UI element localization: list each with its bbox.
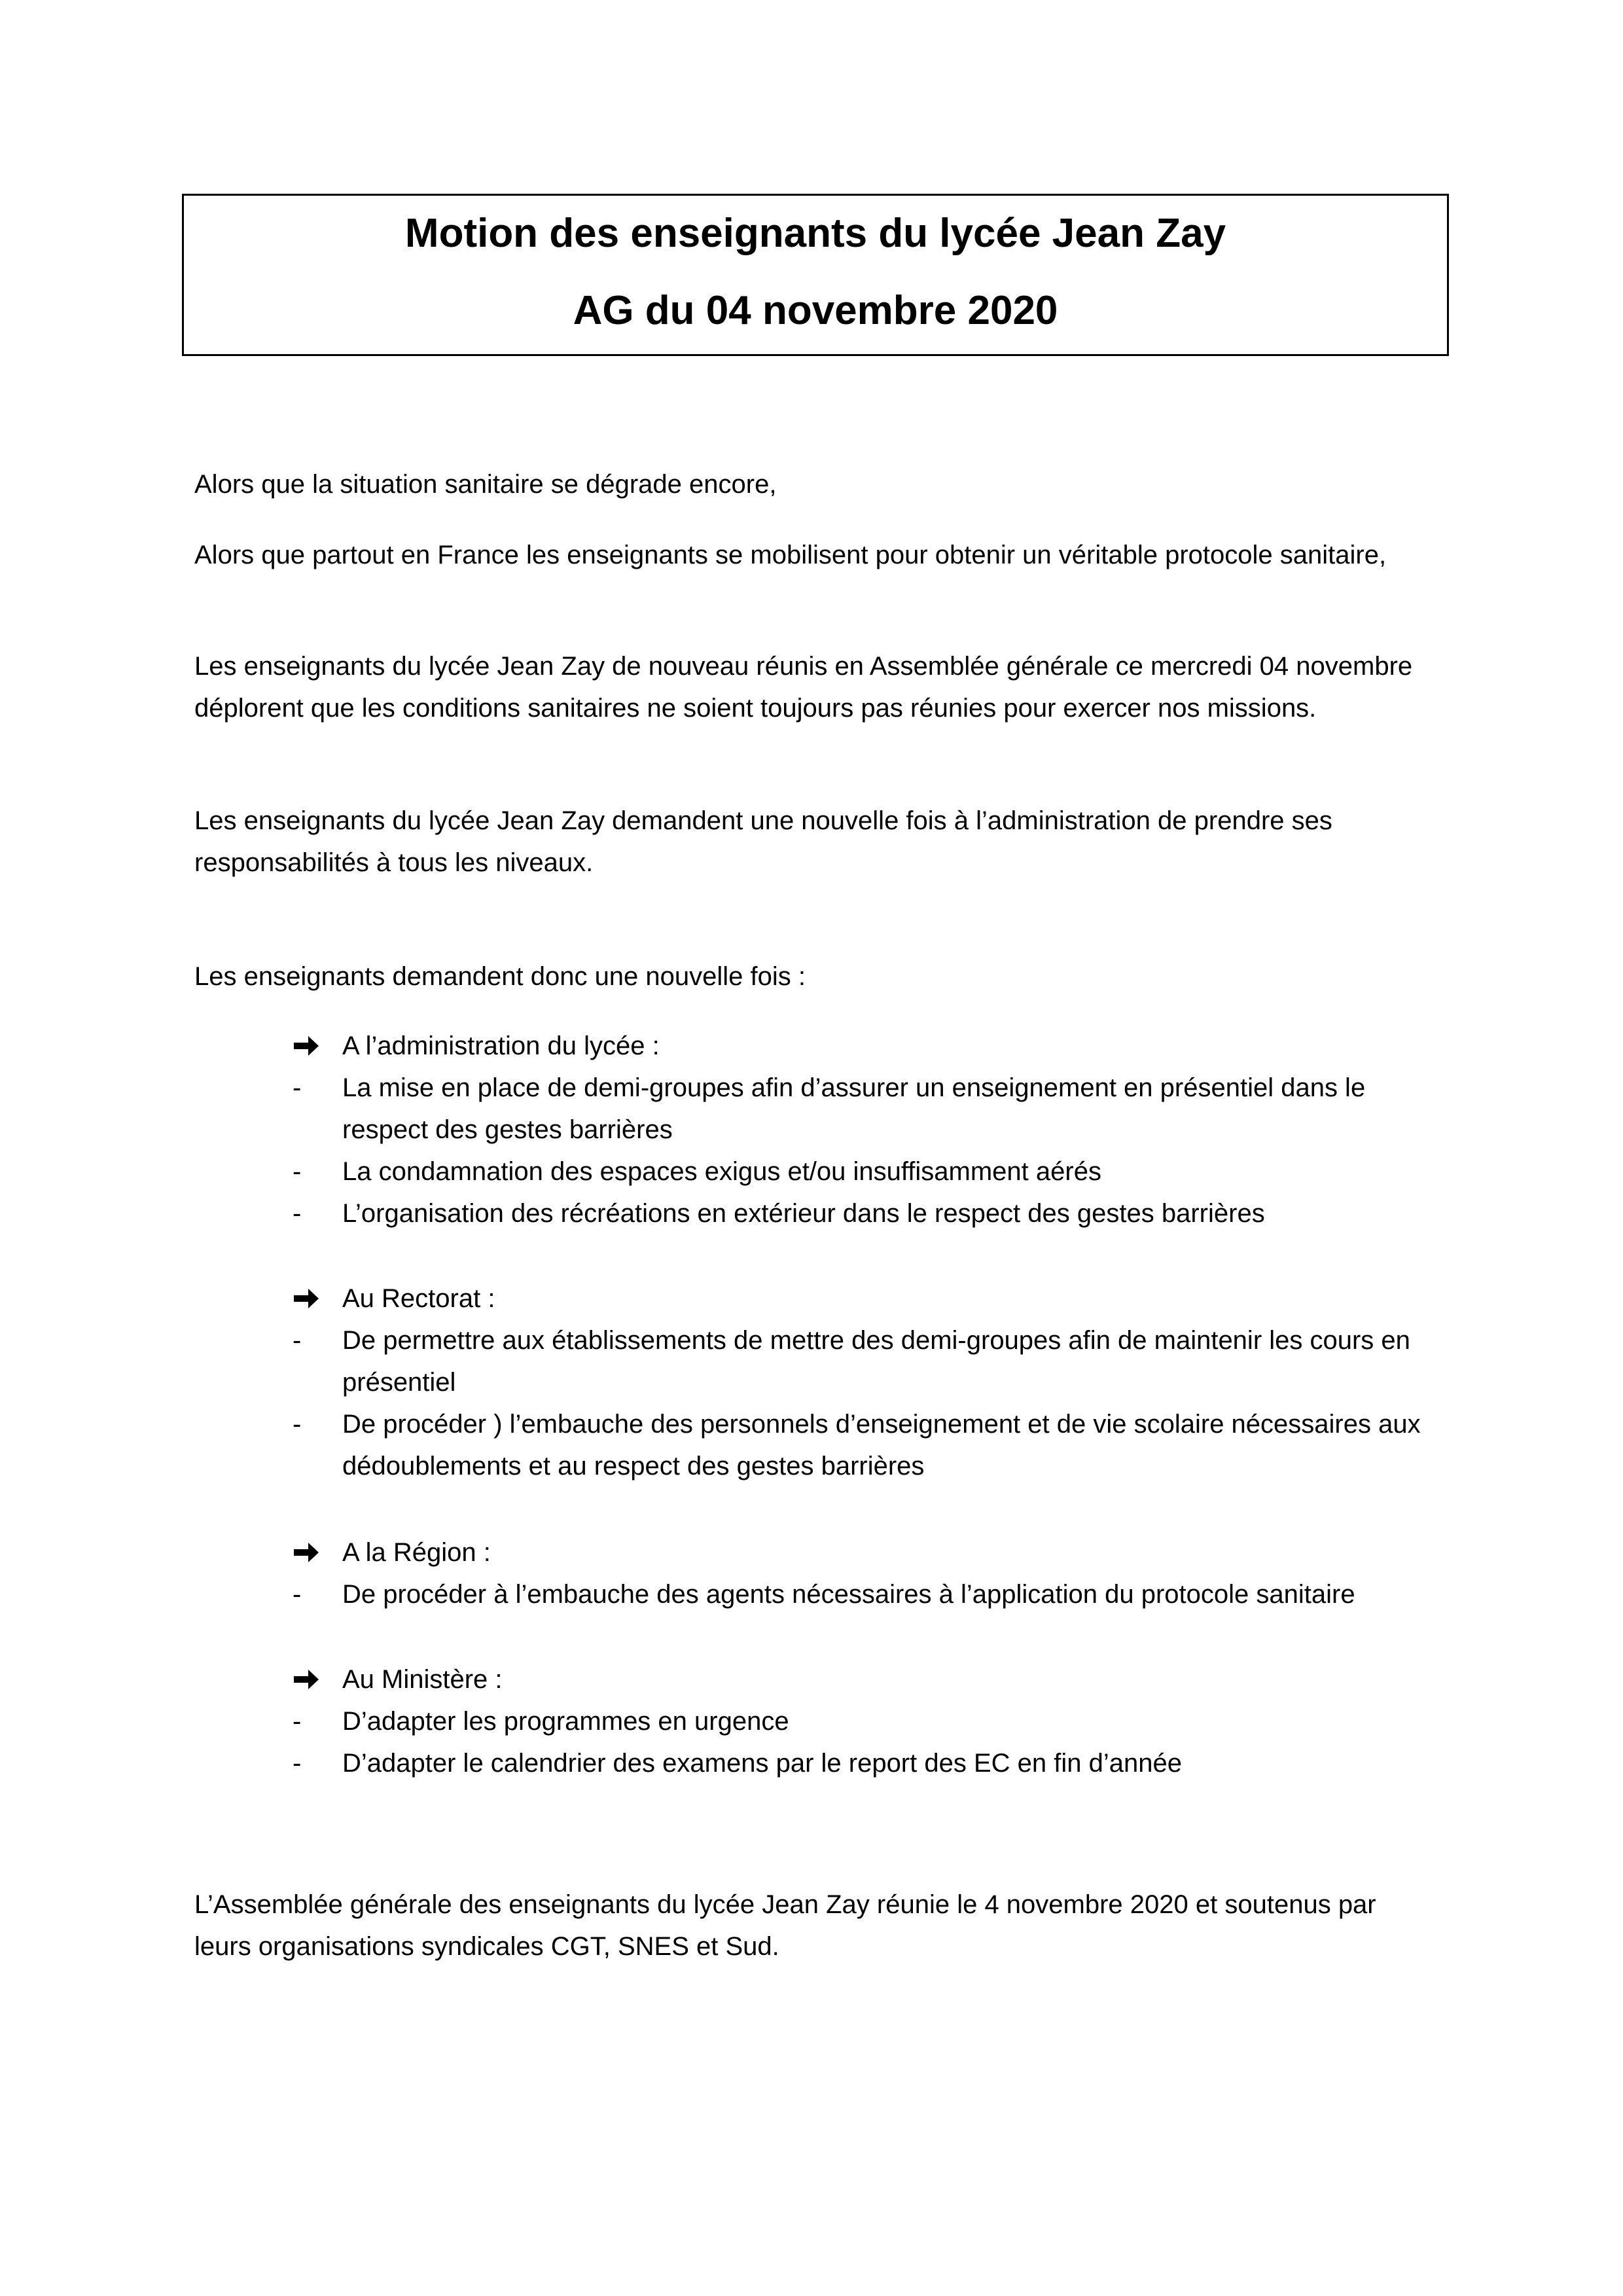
section-heading: A la Région : xyxy=(342,1538,491,1567)
section-ministere xyxy=(194,1659,1438,1784)
demands-intro: Les enseignants demandent donc une nouvelle fois : xyxy=(194,962,806,991)
title-box xyxy=(182,194,1449,356)
document-title: Motion des enseignants du lycée Jean Zay xyxy=(404,211,1226,256)
document-subtitle: AG du 04 novembre 2020 xyxy=(573,288,1058,333)
section-heading: Au Ministère : xyxy=(342,1665,503,1694)
paragraph-2: Alors que partout en France les enseignants se mobilisent pour obtenir un véritable protocole sanitaire, xyxy=(194,541,1387,569)
list-item: - D’adapter les programmes en urgence xyxy=(293,1707,789,1736)
paragraph-4: Les enseignants du lycée Jean Zay demandent une nouvelle fois à l’administration de prendre ses responsabilités à tous les niveaux. xyxy=(194,806,1332,877)
section-heading: A l’administration du lycée : xyxy=(342,1031,660,1060)
section-rectorat xyxy=(194,1278,1438,1487)
list-item: - La condamnation des espaces exigus et/ou insuffisamment aérés xyxy=(293,1157,1101,1186)
arrow-right-icon xyxy=(293,1541,320,1564)
paragraph-3: Les enseignants du lycée Jean Zay de nouveau réunis en Assemblée générale ce mercredi 04 novembre déplorent que les conditions sanitaires ne soient toujours pas réunies pour exercer nos missions. xyxy=(194,652,1413,723)
list-item: - De procéder ) l’embauche des personnels d’enseignement et de vie scolaire nécessaires aux dédoublements et au respect des gestes barrières xyxy=(293,1410,1421,1480)
paragraph-1: Alors que la situation sanitaire se dégrade encore, xyxy=(194,470,777,499)
arrow-right-icon xyxy=(293,1034,320,1058)
list-item: - D’adapter le calendrier des examens par le report des EC en fin d’année xyxy=(293,1749,1182,1778)
list-item: - La mise en place de demi-groupes afin d’assurer un enseignement en présentiel dans le respect des gestes barrières xyxy=(293,1073,1366,1144)
list-item: - De procéder à l’embauche des agents nécessaires à l’application du protocole sanitaire xyxy=(293,1580,1355,1609)
section-administration xyxy=(194,1025,1438,1234)
list-item: - De permettre aux établissements de mettre des demi-groupes afin de maintenir les cours en présentiel xyxy=(293,1326,1410,1397)
section-heading: Au Rectorat : xyxy=(342,1284,495,1313)
list-item: - L’organisation des récréations en extérieur dans le respect des gestes barrières xyxy=(293,1199,1265,1228)
arrow-right-icon xyxy=(293,1287,320,1310)
section-region xyxy=(194,1532,1438,1615)
arrow-right-icon xyxy=(293,1668,320,1691)
closing-paragraph: L’Assemblée générale des enseignants du lycée Jean Zay réunie le 4 novembre 2020 et soutenus par leurs organisations syndicales CGT, SNES et Sud. xyxy=(194,1890,1376,1961)
